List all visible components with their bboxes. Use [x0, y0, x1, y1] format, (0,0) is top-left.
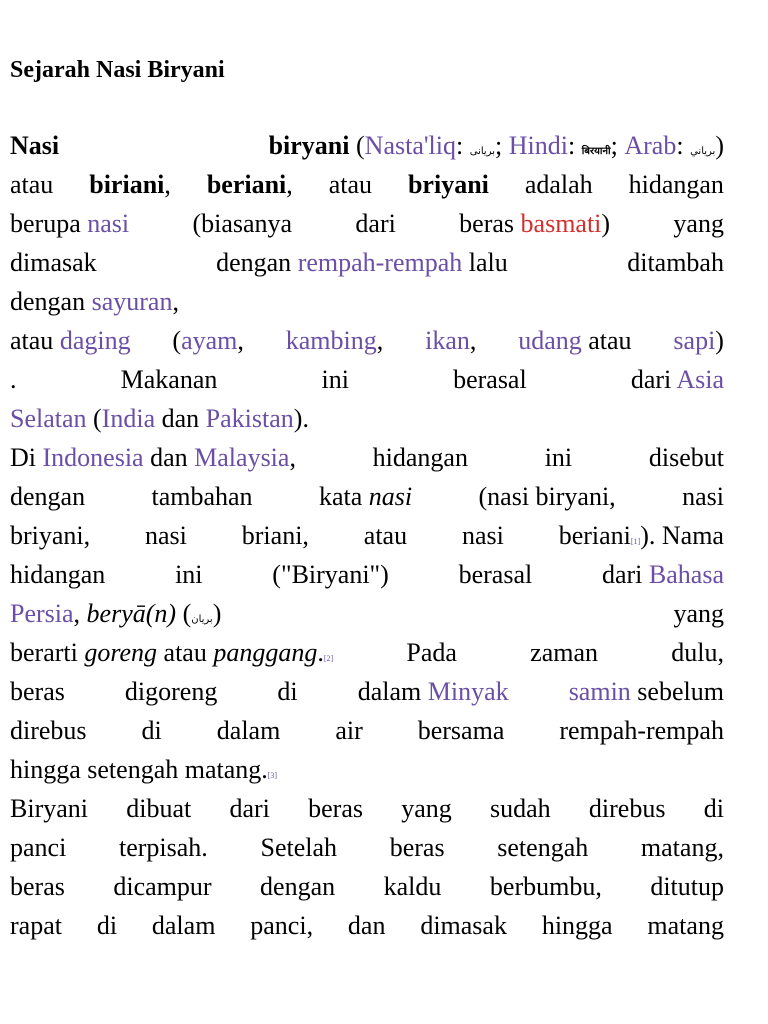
word-briyani: briyani	[407, 170, 489, 199]
word-nasi: Nasi	[10, 131, 60, 160]
word: air	[335, 716, 363, 745]
paren: (	[182, 599, 192, 628]
text-line-11	[10, 516, 724, 555]
comma: ,	[376, 326, 384, 355]
word: dari	[229, 794, 270, 823]
text-line-16	[10, 711, 724, 750]
word: hingga	[541, 911, 613, 940]
word: ditutup	[650, 872, 724, 901]
word-panggang-italic: panggang	[213, 638, 318, 667]
word: hidangan	[372, 443, 468, 472]
link-asia[interactable]: Asia	[676, 365, 724, 394]
link-persia[interactable]: Persia	[10, 599, 74, 628]
text-line-18	[10, 789, 724, 828]
phrase	[216, 243, 508, 282]
word: (nasi biryani,	[478, 482, 616, 511]
word: ini	[544, 443, 573, 472]
link-minyak[interactable]: Minyak	[427, 677, 509, 706]
word: atau	[10, 170, 54, 199]
text-line-15	[10, 672, 724, 711]
word: atau	[363, 521, 408, 550]
word: Pada	[406, 638, 457, 667]
link-basmati[interactable]: basmati	[520, 209, 602, 238]
word: berarti	[10, 638, 78, 667]
phrase	[286, 321, 384, 360]
word: briani,	[241, 521, 309, 550]
word: ini	[321, 365, 349, 394]
word: dari	[630, 365, 672, 394]
word: rempah-rempah	[559, 716, 724, 745]
text-line-12	[10, 555, 724, 594]
paren: )	[601, 209, 611, 238]
word: dimasak	[10, 248, 97, 277]
word: beras	[389, 833, 445, 862]
link-samin[interactable]: samin	[568, 677, 631, 706]
period: .	[10, 365, 17, 394]
word: panci,	[250, 911, 314, 940]
phrase	[10, 321, 131, 360]
word: dengan	[260, 872, 336, 901]
word: hingga	[10, 755, 81, 784]
text-line-3	[10, 204, 724, 243]
plain-paragraph	[10, 789, 724, 945]
link-rempah-rempah[interactable]: rempah-rempah	[297, 248, 463, 277]
link-hindi[interactable]: Hindi	[508, 131, 568, 160]
colon: :	[456, 131, 464, 160]
text-line-13	[10, 594, 724, 633]
word: kaldu	[383, 872, 442, 901]
word-berya-italic: beryā(n)	[86, 599, 177, 628]
article-body	[10, 126, 724, 945]
text-line-20	[10, 867, 724, 906]
urdu-script: بریانی	[469, 146, 495, 157]
word: rapat	[10, 911, 62, 940]
word: beras	[10, 872, 65, 901]
word: beras	[308, 794, 363, 823]
footnote-ref-2[interactable]: [2]	[323, 654, 334, 663]
link-indonesia[interactable]: Indonesia	[42, 443, 144, 472]
text-line-17	[10, 750, 724, 789]
link-pakistan[interactable]: Pakistan	[205, 404, 294, 433]
word: briyani,	[10, 521, 91, 550]
link-sapi[interactable]: sapi	[673, 326, 716, 355]
word: dan	[347, 911, 386, 940]
link-sayuran[interactable]: sayuran	[91, 287, 173, 316]
word: di	[96, 911, 118, 940]
word: Setelah	[260, 833, 338, 862]
arab-script: برياني	[690, 146, 716, 157]
comma: ,	[164, 170, 171, 199]
word: bersama	[417, 716, 505, 745]
word: sudah	[490, 794, 551, 823]
paren: (	[356, 131, 365, 160]
word: Makanan	[120, 365, 218, 394]
word: kata	[318, 482, 363, 511]
word: nasi	[461, 521, 504, 550]
text-line-2	[10, 165, 724, 204]
page-title: Sejarah Nasi Biryani	[10, 57, 225, 83]
link-malaysia[interactable]: Malaysia	[194, 443, 290, 472]
word: terpisah.	[119, 833, 208, 862]
text-line-7	[10, 360, 724, 399]
semicolon: ;	[610, 131, 618, 160]
word-nasi-italic: nasi	[368, 482, 413, 511]
comma: ,	[286, 170, 293, 199]
word: beras	[10, 677, 65, 706]
text-line-19	[10, 828, 724, 867]
phrase	[569, 672, 724, 711]
word: yang	[673, 209, 724, 238]
phrase	[631, 360, 724, 399]
word-goreng-italic: goreng	[84, 638, 158, 667]
text-line-9	[10, 438, 724, 477]
phrase	[559, 516, 724, 555]
persian-script: بریان	[191, 614, 213, 625]
word: hidangan	[10, 560, 106, 589]
word-beriani: beriani	[206, 170, 287, 199]
word: nasi	[682, 482, 724, 511]
word: di	[141, 716, 162, 745]
word: di	[703, 794, 724, 823]
word: dimasak	[420, 911, 507, 940]
text-line-1	[10, 126, 724, 165]
word: adalah	[524, 170, 593, 199]
word: tambahan	[151, 482, 253, 511]
phrase	[518, 321, 631, 360]
text-line-5	[10, 282, 724, 321]
phrase	[425, 321, 476, 360]
word: atau	[588, 326, 632, 355]
word: lalu	[468, 248, 508, 277]
phrase	[10, 750, 277, 789]
phrase	[10, 399, 309, 438]
word: hidangan	[628, 170, 724, 199]
word: dan	[150, 443, 188, 472]
comma: ,	[73, 599, 81, 628]
word: dengan	[10, 482, 86, 511]
link-bahasa[interactable]: Bahasa	[648, 560, 724, 589]
link-udang[interactable]: udang	[518, 326, 582, 355]
phrase	[319, 477, 412, 516]
word: Biryani	[10, 794, 88, 823]
word: beriani	[558, 521, 631, 550]
word: yang	[401, 794, 452, 823]
word: di	[277, 677, 298, 706]
text-line-4	[10, 243, 724, 282]
text-line-8	[10, 399, 724, 438]
colon: :	[567, 131, 576, 160]
phrase	[172, 321, 243, 360]
word: ("Biryani")	[272, 560, 389, 589]
text-line-21	[10, 906, 724, 945]
phrase	[10, 633, 333, 672]
link-india[interactable]: India	[101, 404, 156, 433]
word: dari	[601, 560, 643, 589]
word: ). Nama	[640, 521, 724, 550]
paren: )	[715, 131, 724, 160]
word: beras	[459, 209, 515, 238]
word: berbumbu,	[489, 872, 602, 901]
text-line-6	[10, 321, 724, 360]
semicolon: ;	[495, 131, 503, 160]
word: yang	[673, 599, 724, 628]
word: disebut	[648, 443, 724, 472]
link-daging[interactable]: daging	[59, 326, 131, 355]
word: direbus	[588, 794, 666, 823]
phrase	[10, 438, 296, 477]
word: matang,	[640, 833, 724, 862]
word: Di	[10, 443, 36, 472]
word: dulu,	[671, 638, 724, 667]
word: atau	[328, 170, 373, 199]
word: dalam	[357, 677, 422, 706]
word: dan	[161, 404, 200, 433]
link-selatan[interactable]: Selatan	[10, 404, 87, 433]
word: dari	[355, 209, 396, 238]
word: nasi	[145, 521, 187, 550]
word: dalam	[151, 911, 216, 940]
word: matang.	[184, 755, 268, 784]
word: berasal	[458, 560, 533, 589]
paren: (	[93, 404, 102, 433]
phrase	[10, 282, 179, 321]
word: setengah	[87, 755, 179, 784]
link-ayam[interactable]: ayam	[181, 326, 238, 355]
link-ikan[interactable]: ikan	[425, 326, 470, 355]
phrase	[358, 672, 509, 711]
word: ini	[175, 560, 203, 589]
phrase	[459, 204, 610, 243]
comma: ,	[469, 326, 477, 355]
colon: :	[676, 131, 684, 160]
paren: (	[172, 326, 182, 355]
comma: ,	[289, 443, 296, 472]
word-biriani: biriani	[89, 170, 165, 199]
phrase	[89, 165, 171, 204]
paren: )	[212, 599, 222, 628]
word: berasal	[453, 365, 527, 394]
word: dengan	[10, 287, 86, 316]
word: atau	[10, 326, 54, 355]
phrase	[10, 204, 129, 243]
paren: ).	[293, 404, 309, 433]
word: dibuat	[126, 794, 192, 823]
phrase	[673, 321, 724, 360]
phrase	[602, 555, 724, 594]
word: dengan	[216, 248, 292, 277]
word: direbus	[10, 716, 87, 745]
phrase	[269, 126, 724, 165]
period: .	[317, 638, 324, 667]
word: digoreng	[124, 677, 218, 706]
link-kambing[interactable]: kambing	[285, 326, 377, 355]
text-line-10	[10, 477, 724, 516]
text-line-14	[10, 633, 724, 672]
word: panci	[10, 833, 67, 862]
link-nastaliq[interactable]: Nasta'liq	[364, 131, 457, 160]
word-biryani: biryani	[268, 131, 350, 160]
word: zaman	[530, 638, 599, 667]
comma: ,	[237, 326, 244, 355]
footnote-ref-3[interactable]: [3]	[267, 771, 278, 780]
word: matang	[647, 911, 724, 940]
word: ditambah	[627, 248, 724, 277]
phrase	[207, 165, 293, 204]
word: dalam	[216, 716, 281, 745]
link-arab[interactable]: Arab	[624, 131, 677, 160]
comma: ,	[172, 287, 179, 316]
footnote-ref-1[interactable]: [1]	[630, 537, 641, 546]
word: dicampur	[113, 872, 212, 901]
phrase	[10, 594, 221, 633]
hindi-script: बिरयानी	[581, 146, 611, 157]
word: berupa	[10, 209, 81, 238]
word: atau	[163, 638, 207, 667]
word: setengah	[497, 833, 589, 862]
paren: )	[715, 326, 724, 355]
word: (biasanya	[192, 209, 293, 238]
link-nasi[interactable]: nasi	[87, 209, 130, 238]
word: sebelum	[637, 677, 724, 706]
